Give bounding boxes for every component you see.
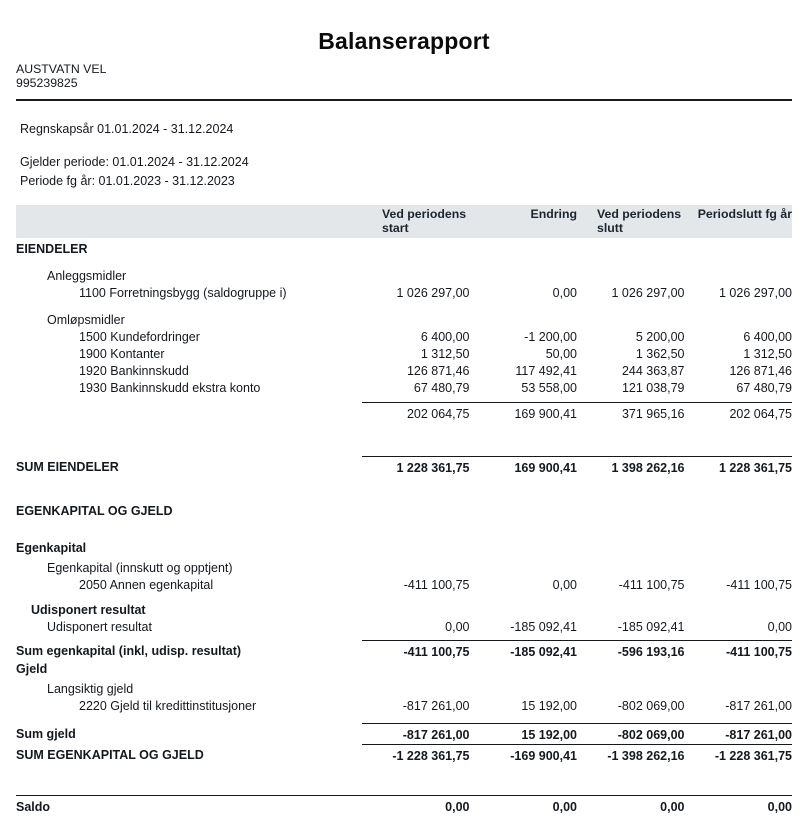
row-value: -185 092,41	[510, 620, 577, 634]
column-header-prev-year-end: Periodslutt fg år	[697, 207, 792, 221]
row-label: Udisponert resultat	[31, 603, 146, 617]
column-header-period-start: Ved periodens start	[382, 207, 467, 235]
row-value: -802 069,00	[577, 723, 685, 744]
company-name: AUSTVATN VEL	[16, 62, 107, 76]
row-value	[362, 241, 470, 258]
row-value: -1 228 361,75	[362, 744, 470, 765]
row-value: -817 261,00	[725, 699, 792, 713]
row-value: 1 026 297,00	[396, 286, 470, 300]
row-value: 0,00	[767, 620, 792, 634]
row-value: -817 261,00	[362, 723, 470, 744]
row-value	[685, 503, 793, 520]
row-value: 1 228 361,75	[362, 456, 470, 477]
row-value	[685, 560, 793, 577]
account-1930	[16, 380, 792, 397]
row-value	[577, 681, 685, 698]
row-value	[362, 661, 470, 678]
saldo	[16, 795, 792, 816]
row-value: -411 100,75	[618, 578, 685, 592]
row-value: 1 312,50	[420, 347, 470, 361]
row-label: 1930 Bankinnskudd ekstra konto	[79, 381, 261, 395]
column-header-period-end: Ved periodens slutt	[597, 207, 682, 235]
row-value: -1 228 361,75	[685, 744, 793, 765]
heading-egenkapital	[16, 540, 792, 557]
section-egenkapital-og-gjeld	[16, 503, 792, 520]
row-value	[470, 268, 578, 285]
row-value: 1 398 262,16	[577, 456, 685, 477]
row-label: Omløpsmidler	[47, 313, 125, 327]
row-value: 67 480,79	[736, 381, 792, 395]
row-value	[577, 560, 685, 577]
row-value	[362, 312, 470, 329]
row-value: 121 038,79	[621, 381, 685, 395]
row-value: 202 064,75	[362, 402, 470, 423]
label-column-header	[16, 207, 362, 235]
row-value: -817 261,00	[685, 723, 793, 744]
row-value: 15 192,00	[521, 699, 577, 713]
row-value	[362, 503, 470, 520]
row-value	[685, 312, 793, 329]
row-value	[470, 681, 578, 698]
row-label: Egenkapital (innskutt og opptjent)	[47, 561, 233, 575]
row-value: 126 871,46	[406, 364, 470, 378]
row-label: Langsiktig gjeld	[47, 682, 134, 696]
row-label: 2220 Gjeld til kredittinstitusjoner	[79, 699, 257, 713]
header-divider	[16, 99, 792, 101]
period-line: Gjelder periode: 01.01.2024 - 31.12.2024	[20, 155, 249, 169]
row-value: 15 192,00	[470, 723, 578, 744]
row-value: 169 900,41	[470, 402, 578, 423]
row-value	[362, 602, 470, 619]
row-value: -411 100,75	[362, 640, 470, 661]
fiscal-year-line: Regnskapsår 01.01.2024 - 31.12.2024	[20, 122, 234, 136]
row-value: 126 871,46	[729, 364, 792, 378]
group-omlopsmidler	[16, 312, 792, 329]
row-value: -802 069,00	[617, 699, 685, 713]
row-value	[685, 681, 793, 698]
row-value: 169 900,41	[470, 456, 578, 477]
sum-egenkapital	[16, 640, 792, 661]
account-2050	[16, 577, 792, 594]
row-label: Saldo	[16, 800, 51, 814]
row-value	[362, 540, 470, 557]
row-value: -169 900,41	[470, 744, 578, 765]
row-value	[577, 602, 685, 619]
row-label: 1920 Bankinnskudd	[79, 364, 189, 378]
row-value	[470, 560, 578, 577]
row-value: 117 492,41	[515, 364, 577, 378]
heading-udisponert-resultat	[16, 602, 792, 619]
row-label: 2050 Annen egenkapital	[79, 578, 214, 592]
row-label: EGENKAPITAL OG GJELD	[16, 504, 173, 518]
sum-gjeld	[16, 723, 792, 744]
row-value: 53 558,00	[521, 381, 577, 395]
group-langsiktig-gjeld	[16, 681, 792, 698]
column-header-change: Endring	[530, 207, 577, 221]
row-value	[685, 540, 793, 557]
row-value: 202 064,75	[685, 402, 793, 423]
account-1100	[16, 285, 792, 302]
row-label: Gjeld	[16, 662, 48, 676]
group-egenkapital-innskutt-og-opptjent	[16, 560, 792, 577]
row-value: 0,00	[660, 800, 685, 814]
row-label: 1900 Kontanter	[79, 347, 165, 361]
row-value	[577, 540, 685, 557]
report-rows	[16, 241, 792, 816]
row-value	[470, 503, 578, 520]
row-value	[362, 681, 470, 698]
row-value: 371 965,16	[577, 402, 685, 423]
account-1920	[16, 363, 792, 380]
row-value: -1 398 262,16	[577, 744, 685, 765]
account-1900	[16, 346, 792, 363]
page-title: Balanserapport	[318, 28, 490, 54]
row-label: EIENDELER	[16, 242, 88, 256]
subtotal-omlopsmidler	[16, 402, 792, 423]
company-info	[16, 62, 792, 90]
row-value: 6 400,00	[420, 330, 470, 344]
row-value	[577, 241, 685, 258]
row-value: 0,00	[445, 620, 470, 634]
row-value: -411 100,75	[685, 640, 793, 661]
heading-gjeld	[16, 661, 792, 678]
row-value: 1 228 361,75	[685, 456, 793, 477]
row-value: 1 026 297,00	[719, 286, 792, 300]
period-prev-year-line: Periode fg år: 01.01.2023 - 31.12.2023	[20, 174, 235, 188]
row-label: SUM EIENDELER	[16, 460, 119, 474]
row-value: 1 026 297,00	[611, 286, 685, 300]
row-value	[470, 312, 578, 329]
row-value	[577, 503, 685, 520]
row-value	[685, 661, 793, 678]
row-label: Anleggsmidler	[47, 269, 127, 283]
row-value: 0,00	[445, 800, 470, 814]
account-1500	[16, 329, 792, 346]
row-value: 6 400,00	[743, 330, 792, 344]
row-value	[685, 602, 793, 619]
row-label: SUM EGENKAPITAL OG GJELD	[16, 748, 204, 762]
row-value	[470, 241, 578, 258]
row-value: 5 200,00	[635, 330, 685, 344]
row-value: 1 312,50	[743, 347, 792, 361]
row-value	[470, 540, 578, 557]
row-value	[362, 560, 470, 577]
row-value: 67 480,79	[413, 381, 470, 395]
row-value: -185 092,41	[617, 620, 685, 634]
row-label: Sum egenkapital (inkl, udisp. resultat)	[16, 644, 242, 658]
row-value	[577, 312, 685, 329]
row-label: 1500 Kundefordringer	[79, 330, 200, 344]
row-value: -411 100,75	[403, 578, 470, 592]
row-value: -185 092,41	[470, 640, 578, 661]
row-label: Sum gjeld	[16, 727, 76, 741]
sum-egenkapital-og-gjeld	[16, 744, 792, 765]
row-value: 50,00	[545, 347, 577, 361]
row-value	[362, 268, 470, 285]
account-2220	[16, 698, 792, 715]
row-label: 1100 Forretningsbygg (saldogruppe i)	[79, 286, 287, 300]
row-value: 0,00	[552, 578, 577, 592]
row-value: -1 200,00	[524, 330, 577, 344]
row-value: 0,00	[552, 800, 577, 814]
sum-eiendeler	[16, 456, 792, 477]
row-label	[16, 402, 362, 423]
row-value: 244 363,87	[621, 364, 685, 378]
row-value	[577, 661, 685, 678]
row-udisponert-resultat	[16, 619, 792, 636]
row-value: -596 193,16	[577, 640, 685, 661]
company-org-number: 995239825	[16, 76, 78, 90]
row-label: Egenkapital	[16, 541, 87, 555]
row-value	[470, 602, 578, 619]
row-value: 0,00	[552, 286, 577, 300]
row-label: Udisponert resultat	[47, 620, 152, 634]
row-value	[685, 241, 793, 258]
row-value: 0,00	[767, 800, 792, 814]
row-value: -411 100,75	[726, 578, 792, 592]
row-value	[685, 268, 793, 285]
row-value: 1 362,50	[635, 347, 685, 361]
row-value	[577, 268, 685, 285]
section-eiendeler	[16, 241, 792, 258]
table-header-row	[16, 205, 792, 238]
row-value: -817 261,00	[402, 699, 470, 713]
group-anleggsmidler	[16, 268, 792, 285]
row-value	[470, 661, 578, 678]
